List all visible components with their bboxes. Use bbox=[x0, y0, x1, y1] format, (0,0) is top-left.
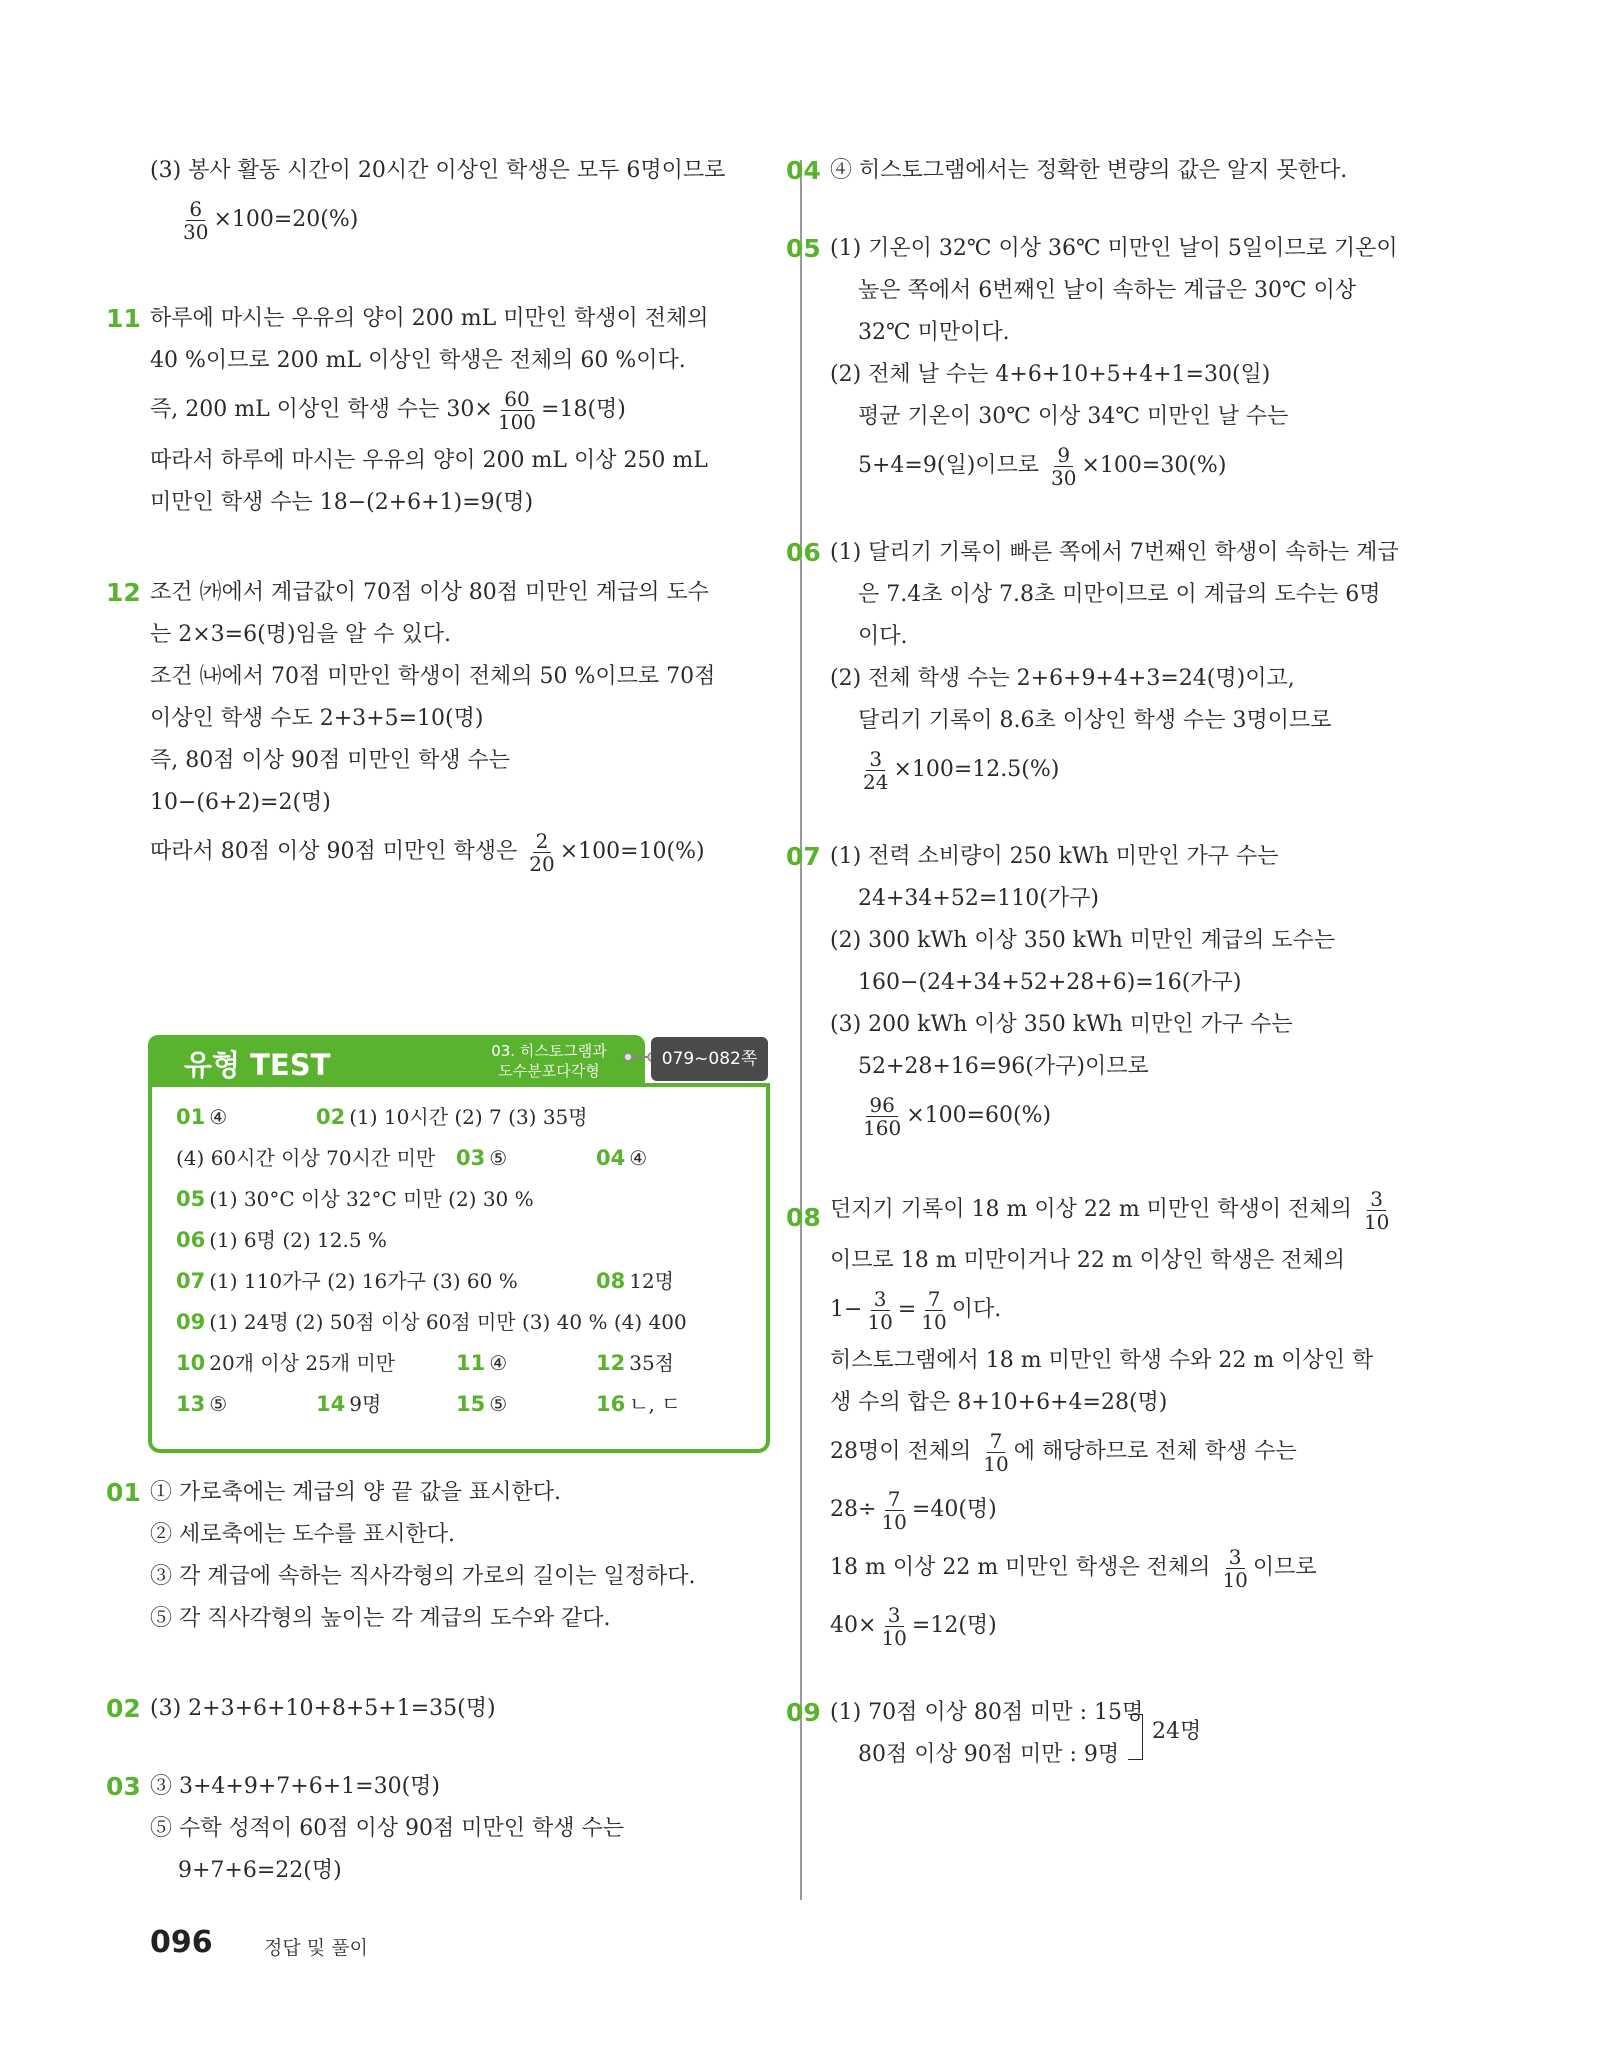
answer-key-value: ⑤ bbox=[209, 1392, 228, 1416]
answer-08-formula: 1− $\frac{3}{10}$ = $\frac{7}{10}$ 이다. bbox=[830, 1286, 1002, 1334]
answer-12-line: 10−(6+2)=2(명) bbox=[150, 790, 331, 815]
answer-07-line: (2) 300 kWh 이상 350 kWh 미만인 계급의 도수는 bbox=[830, 928, 1336, 953]
answer-07-line: 160−(24+34+52+28+6)=16(가구) bbox=[858, 970, 1242, 995]
answer-key-item bbox=[176, 1384, 227, 1424]
fraction: $\frac{60}{100}$ bbox=[497, 386, 537, 434]
answer-06-line: 이다. bbox=[858, 624, 908, 649]
fraction: $\frac{3}{10}$ bbox=[867, 1286, 893, 1334]
question-number: 05 bbox=[786, 234, 821, 263]
type-test-header bbox=[148, 1035, 645, 1087]
answer-12-line: 조건 ㈏에서 70점 미만인 학생이 전체의 50 %이므로 70점 bbox=[150, 664, 716, 689]
answer-09-line: 80점 이상 90점 미만 : 9명 bbox=[858, 1742, 1120, 1767]
answer-12: 12 조건 ㈎에서 계급값이 70점 이상 80점 미만인 계급의 도수 bbox=[150, 572, 770, 614]
answer-key-item bbox=[176, 1138, 435, 1178]
answer-06-line: (2) 전체 학생 수는 2+6+9+4+3=24(명)이고, bbox=[830, 666, 1295, 691]
answer-key-item bbox=[316, 1384, 381, 1424]
question-number: 06 bbox=[786, 538, 821, 567]
answer-01-line: ⑤ 각 직사각형의 높이는 각 계급의 도수와 같다. bbox=[150, 1606, 611, 1631]
page-number: 096 bbox=[150, 1925, 213, 1960]
footer-label: 정답 및 풀이 bbox=[264, 1937, 368, 1959]
answer-01-line: ③ 각 계급에 속하는 직사각형의 가로의 길이는 일정하다. bbox=[150, 1564, 696, 1589]
fraction: $\frac{3}{10}$ bbox=[1222, 1544, 1248, 1592]
fraction: $\frac{3}{10}$ bbox=[1363, 1186, 1390, 1234]
answer-key-value: ㄴ, ㄷ bbox=[629, 1392, 681, 1416]
question-number: 04 bbox=[786, 156, 821, 185]
answer-09 bbox=[786, 1692, 1460, 1776]
question-number: 01 bbox=[106, 1478, 141, 1507]
answer-key-number: 14 bbox=[316, 1392, 346, 1416]
question-number: 11 bbox=[106, 304, 141, 333]
answer-07: 07 (1) 전력 소비량이 250 kWh 미만인 가구 수는 bbox=[830, 836, 1460, 878]
answer-05-line: 32℃ 미만이다. bbox=[858, 320, 1010, 345]
answer-05-formula: 5+4=9(일)이므로 $\frac{9}{30}$ ×100=30(%) bbox=[858, 442, 1227, 490]
answer-05-line: (2) 전체 날 수는 4+6+10+5+4+1=30(일) bbox=[830, 362, 1271, 387]
fraction: $\frac{3}{24}$ bbox=[863, 746, 889, 794]
answer-key-value: (4) 60시간 이상 70시간 미만 bbox=[176, 1146, 436, 1170]
fraction: $\frac{7}{10}$ bbox=[881, 1486, 907, 1534]
answer-key-item bbox=[176, 1220, 387, 1260]
left-lower-column bbox=[106, 1472, 770, 1892]
answer-12-line: 즉, 80점 이상 90점 미만인 학생 수는 bbox=[150, 748, 510, 773]
right-column bbox=[786, 150, 1460, 1776]
sum-bracket bbox=[1128, 1714, 1143, 1760]
answer-11-line: 따라서 하루에 마시는 우유의 양이 200 mL 이상 250 mL bbox=[150, 448, 708, 473]
answer-07-line: 24+34+52=110(가구) bbox=[858, 886, 1099, 911]
page-range-tab: 079~082쪽 bbox=[651, 1037, 768, 1081]
answer-11-line: 미만인 학생 수는 18−(2+6+1)=9(명) bbox=[150, 490, 534, 515]
answer-08-formula: 40× $\frac{3}{10}$ =12(명) bbox=[830, 1602, 997, 1650]
answer-key-value: (1) 6명 (2) 12.5 % bbox=[209, 1228, 387, 1252]
answer-05-line: 높은 쪽에서 6번째인 날이 속하는 계급은 30℃ 이상 bbox=[858, 278, 1357, 303]
answer-key-value: ⑤ bbox=[489, 1392, 508, 1416]
answer-key-item bbox=[456, 1384, 507, 1424]
answer-key-number: 02 bbox=[316, 1105, 346, 1129]
answer-key-grid bbox=[148, 1083, 770, 1453]
answer-12-line: 는 2×3=6(명)임을 알 수 있다. bbox=[150, 622, 452, 647]
answer-key-value: (1) 10시간 (2) 7 (3) 35명 bbox=[349, 1105, 588, 1129]
answer-10-3-text: (3) 봉사 활동 시간이 20시간 이상인 학생은 모두 6명이므로 bbox=[150, 158, 726, 183]
answer-key-item bbox=[596, 1138, 647, 1178]
answer-key-value: ④ bbox=[489, 1351, 508, 1375]
answer-08-line: 생 수의 합은 8+10+6+4=28(명) bbox=[830, 1390, 1168, 1415]
sum-label: 24명 bbox=[1152, 1719, 1202, 1744]
answer-key-item bbox=[176, 1261, 518, 1301]
fraction: $\frac{9}{30}$ bbox=[1051, 442, 1077, 490]
answer-10-3-formula: $\frac{6}{30}$ ×100=20(%) bbox=[150, 192, 770, 250]
answer-07-formula: $\frac{96}{160}$ ×100=60(%) bbox=[830, 1088, 1460, 1146]
answer-key-value: ⑤ bbox=[489, 1146, 508, 1170]
answer-key-number: 11 bbox=[456, 1351, 486, 1375]
answer-key-number: 08 bbox=[596, 1269, 626, 1293]
answer-03-line: ⑤ 수학 성적이 60점 이상 90점 미만인 학생 수는 bbox=[150, 1816, 624, 1841]
answer-11: 11 하루에 마시는 우유의 양이 200 mL 미만인 학생이 전체의 bbox=[150, 298, 770, 340]
fraction: $\frac{6}{30}$ bbox=[183, 196, 209, 244]
question-number: 08 bbox=[786, 1203, 821, 1232]
answer-02: 02 (3) 2+3+6+10+8+5+1=35(명) bbox=[150, 1688, 770, 1730]
answer-key-number: 03 bbox=[456, 1146, 486, 1170]
answer-key-number: 05 bbox=[176, 1187, 206, 1211]
type-test-subtitle: 03. 히스토그램과 도수분포다각형 bbox=[491, 1042, 607, 1080]
answer-key-item bbox=[316, 1097, 588, 1137]
answer-01: 01 ① 가로축에는 계급의 양 끝 값을 표시한다. bbox=[150, 1472, 770, 1514]
fraction: $\frac{7}{10}$ bbox=[921, 1286, 947, 1334]
answer-11-line: 40 %이므로 200 mL 이상인 학생은 전체의 60 %이다. bbox=[150, 348, 686, 373]
answer-key-value: (1) 110가구 (2) 16가구 (3) 60 % bbox=[209, 1269, 518, 1293]
answer-06: 06 (1) 달리기 기록이 빠른 쪽에서 7번째인 학생이 속하는 계급 bbox=[830, 532, 1460, 574]
answer-key-item bbox=[596, 1261, 674, 1301]
answer-04: 04 ④ 히스토그램에서는 정확한 변량의 값은 알지 못한다. bbox=[830, 150, 1460, 192]
answer-11-formula: 즉, 200 mL 이상인 학생 수는 30× $\frac{60}{100}$ =18(명) bbox=[150, 386, 626, 434]
answer-key-value: 9명 bbox=[349, 1392, 382, 1416]
answer-08: 08 던지기 기록이 18 m 이상 22 m 미만인 학생이 전체의 $\frac{3}{10}$ bbox=[830, 1182, 1460, 1240]
type-test-title: 유형 TEST bbox=[184, 1048, 331, 1082]
answer-08-formula: 28÷ $\frac{7}{10}$ =40(명) bbox=[830, 1486, 997, 1534]
answer-key-item bbox=[456, 1138, 507, 1178]
answer-key-item bbox=[596, 1384, 681, 1424]
answer-key-value: 35점 bbox=[629, 1351, 675, 1375]
answer-key-item bbox=[176, 1343, 395, 1383]
answer-key-number: 15 bbox=[456, 1392, 486, 1416]
fraction: $\frac{2}{20}$ bbox=[529, 828, 555, 876]
answer-06-line: 은 7.4초 이상 7.8초 미만이므로 이 계급의 도수는 6명 bbox=[858, 582, 1381, 607]
answer-key-number: 10 bbox=[176, 1351, 206, 1375]
answer-key-item bbox=[176, 1097, 227, 1137]
answer-03: 03 ③ 3+4+9+7+6+1=30(명) bbox=[150, 1766, 770, 1808]
fraction: $\frac{7}{10}$ bbox=[983, 1428, 1009, 1476]
question-number: 07 bbox=[786, 842, 821, 871]
answer-08-formula: 28명이 전체의 $\frac{7}{10}$ 에 해당하므로 전체 학생 수는 bbox=[830, 1428, 1297, 1476]
question-number: 03 bbox=[106, 1772, 141, 1801]
answer-key-number: 07 bbox=[176, 1269, 206, 1293]
type-test-box bbox=[148, 1035, 768, 1450]
answer-01-line: ② 세로축에는 도수를 표시한다. bbox=[150, 1522, 455, 1547]
answer-key-number: 06 bbox=[176, 1228, 206, 1252]
answer-key-value: (1) 30°C 이상 32°C 미만 (2) 30 % bbox=[209, 1187, 534, 1211]
answer-key-value: (1) 24명 (2) 50점 이상 60점 미만 (3) 40 % (4) 400 bbox=[209, 1310, 687, 1334]
answer-12-formula: 따라서 80점 이상 90점 미만인 학생은 $\frac{2}{20}$ ×100=10(%) bbox=[150, 828, 705, 876]
answer-key-number: 04 bbox=[596, 1146, 626, 1170]
answer-key-number: 13 bbox=[176, 1392, 206, 1416]
question-number: 02 bbox=[106, 1694, 141, 1723]
answer-07-line: (3) 200 kWh 이상 350 kWh 미만인 가구 수는 bbox=[830, 1012, 1293, 1037]
fraction: $\frac{3}{10}$ bbox=[881, 1602, 907, 1650]
answer-03-line: 9+7+6=22(명) bbox=[178, 1858, 342, 1883]
answer-key-item bbox=[456, 1343, 507, 1383]
fraction: $\frac{96}{160}$ bbox=[863, 1092, 902, 1140]
answer-08-formula: 18 m 이상 22 m 미만인 학생은 전체의 $\frac{3}{10}$ 이므로 bbox=[830, 1544, 1317, 1592]
answer-06-formula: $\frac{3}{24}$ ×100=12.5(%) bbox=[830, 742, 1460, 800]
answer-08-line: 이므로 18 m 미만이거나 22 m 이상인 학생은 전체의 bbox=[830, 1248, 1345, 1273]
answer-key-item bbox=[176, 1179, 534, 1219]
answer-key-number: 16 bbox=[596, 1392, 626, 1416]
answer-06-line: 달리기 기록이 8.6초 이상인 학생 수는 3명이므로 bbox=[858, 708, 1332, 733]
left-column bbox=[106, 150, 770, 882]
question-number: 12 bbox=[106, 578, 141, 607]
answer-key-item bbox=[176, 1302, 687, 1342]
answer-key-number: 12 bbox=[596, 1351, 626, 1375]
column-divider bbox=[800, 160, 802, 1900]
answer-key-value: 12명 bbox=[629, 1269, 675, 1293]
answer-key-value: ④ bbox=[209, 1105, 228, 1129]
answer-key-value: 20개 이상 25개 미만 bbox=[209, 1351, 396, 1375]
answer-08-line: 히스토그램에서 18 m 미만인 학생 수와 22 m 이상인 학 bbox=[830, 1348, 1374, 1373]
answer-key-number: 09 bbox=[176, 1310, 206, 1334]
answer-12-line: 이상인 학생 수도 2+3+5=10(명) bbox=[150, 706, 484, 731]
answer-key-number: 01 bbox=[176, 1105, 206, 1129]
answer-key-item bbox=[596, 1343, 674, 1383]
answer-05-line: 평균 기온이 30℃ 이상 34℃ 미만인 날 수는 bbox=[858, 404, 1289, 429]
answer-07-line: 52+28+16=96(가구)이므로 bbox=[858, 1054, 1149, 1079]
question-number: 09 bbox=[786, 1698, 821, 1727]
answer-key-value: ④ bbox=[629, 1146, 648, 1170]
answer-09-line: 09 (1) 70점 이상 80점 미만 : 15명 bbox=[830, 1692, 1460, 1734]
answer-05: 05 (1) 기온이 32℃ 이상 36℃ 미만인 날이 5일이므로 기온이 bbox=[830, 228, 1460, 270]
